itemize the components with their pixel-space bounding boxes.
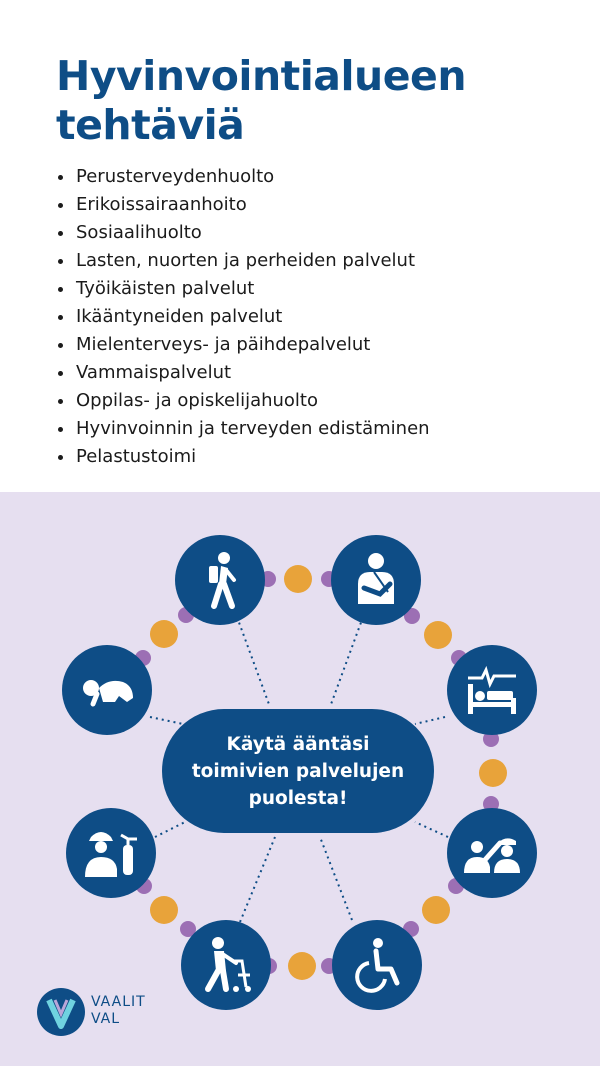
v-logo-icon (37, 988, 85, 1036)
page-title (56, 52, 466, 150)
list-item: Mielenterveys- ja päihdepalvelut (56, 331, 430, 359)
hospital-bed-icon (447, 645, 537, 735)
list-item: Työikäisten palvelut (56, 275, 430, 303)
logo-line-1: VAALIT (91, 994, 146, 1010)
list-item: Oppilas- ja opiskelijahuolto (56, 387, 430, 415)
list-item: Erikoissairaanhoito (56, 191, 430, 219)
center-message (162, 709, 434, 833)
logo-wordmark (91, 994, 146, 1028)
wheelchair-icon (332, 920, 422, 1010)
list-item: Pelastustoimi (56, 443, 430, 471)
center-message-text: Käytä ääntäsi toimivien palvelujen puolesta! (191, 733, 405, 809)
list-item: Sosiaalihuolto (56, 219, 430, 247)
workers-icon (447, 808, 537, 898)
list-item: Ikääntyneiden palvelut (56, 303, 430, 331)
list-item: Hyvinvoinnin ja terveyden edistäminen (56, 415, 430, 443)
walker-icon (181, 920, 271, 1010)
title-line-2: tehtäviä (56, 101, 245, 149)
vaalit-logo (37, 988, 167, 1038)
task-list (56, 163, 430, 471)
injured-arm-icon (331, 535, 421, 625)
list-item: Vammaispalvelut (56, 359, 430, 387)
list-item: Lasten, nuorten ja perheiden palvelut (56, 247, 430, 275)
logo-line-2: VAL (91, 1011, 121, 1027)
title-line-1: Hyvinvointialueen (56, 52, 467, 100)
list-item: Perusterveydenhuolto (56, 163, 430, 191)
crawling-baby-icon (62, 645, 152, 735)
firefighter-icon (66, 808, 156, 898)
hiker-icon (175, 535, 265, 625)
